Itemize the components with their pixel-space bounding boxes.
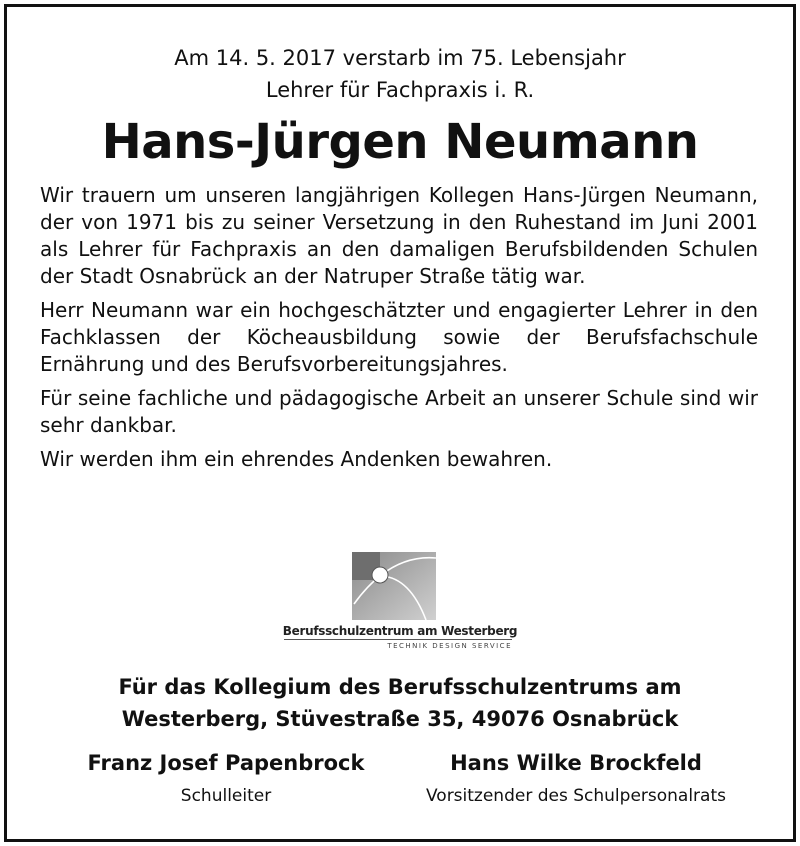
paragraph-3: Für seine fachliche und pädagogische Arbeit an unserer Schule sind wir sehr dankbar. bbox=[40, 386, 758, 437]
logo-divider bbox=[284, 639, 512, 640]
deceased-name: Hans-Jürgen Neumann bbox=[101, 114, 699, 170]
school-logo bbox=[280, 548, 520, 660]
signatory-role: Vorsitzender des Schulpersonalrats bbox=[425, 786, 726, 806]
obituary-body bbox=[40, 182, 758, 480]
signatory-name: Franz Josef Papenbrock bbox=[87, 751, 365, 775]
paragraph-2: Herr Neumann war ein hochgeschätzter und engagierter Lehrer in den Fachklassen der Köcheausbildung sowie der Berufsfachschule Ernährung und des Berufsvorbereitungsjahres. bbox=[40, 298, 758, 376]
faculty-address-line: Westerberg, Stüvestraße 35, 49076 Osnabrück bbox=[121, 707, 679, 731]
signatory-role: Schulleiter bbox=[180, 786, 272, 806]
signatory-principal bbox=[46, 748, 406, 810]
profession-line: Lehrer für Fachpraxis i. R. bbox=[265, 78, 535, 102]
faculty-line-1: Für das Kollegium des Berufsschulzentrums am bbox=[118, 675, 682, 699]
school-logo-mark bbox=[280, 548, 520, 624]
paragraph-1: Wir trauern um unseren langjährigen Kollegen Hans-Jürgen Neumann, der von 1971 bis zu seiner Versetzung in den Ruhestand im Juni 2001 als Lehrer für Fachpraxis an den damaligen Berufsbildenden Schulen der Stadt Osnabrück an der Natruper Straße tätig war. bbox=[40, 183, 758, 288]
paragraph-4: Wir werden ihm ein ehrendes Andenken bewahren. bbox=[40, 447, 553, 471]
school-logo-tagline: TECHNIK DESIGN SERVICE bbox=[387, 642, 512, 650]
signatory-name: Hans Wilke Brockfeld bbox=[450, 751, 702, 775]
death-announcement-line: Am 14. 5. 2017 verstarb im 75. Lebensjahr bbox=[174, 46, 626, 70]
signatory-council-chair bbox=[396, 748, 756, 810]
school-logo-name: Berufsschulzentrum am Westerberg bbox=[282, 624, 518, 638]
